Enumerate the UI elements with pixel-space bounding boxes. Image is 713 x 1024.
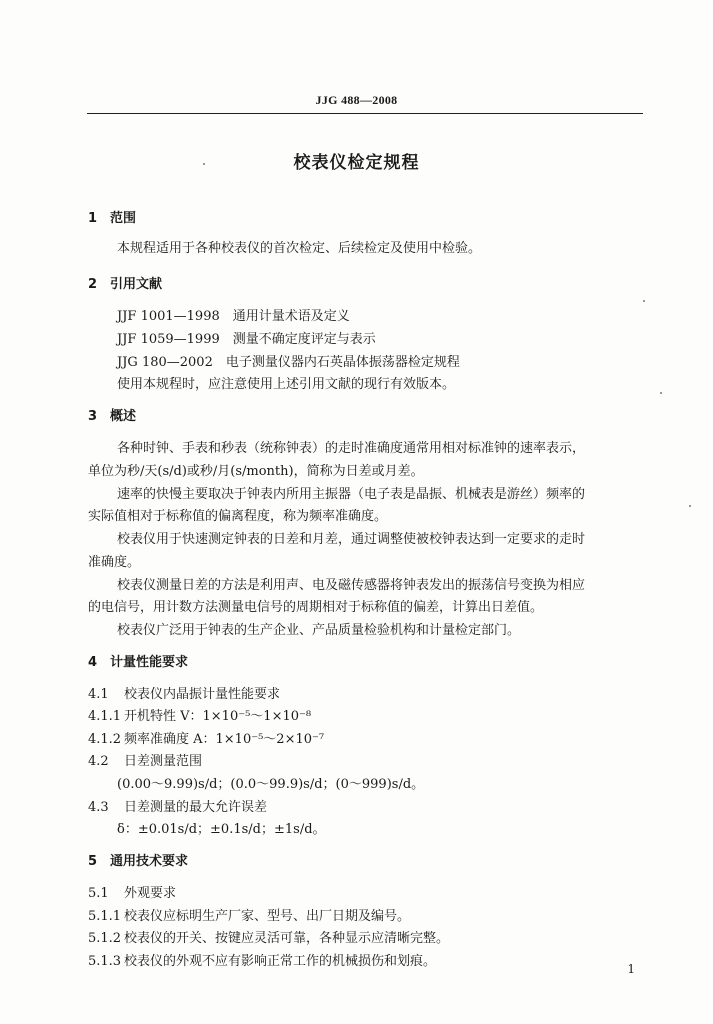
clause-text: 校表仪的外观不应有影响正常工作的机械损伤和划痕。: [124, 954, 437, 969]
paragraph-line: 校表仪用于快速测定钟表的日差和月差，通过调整使被校钟表达到一定要求的走时: [117, 532, 586, 547]
section-title: 引用文献: [110, 277, 163, 292]
clause-4-3: [88, 796, 267, 815]
scan-speck: [689, 505, 691, 507]
clause-number: 4.2: [88, 754, 109, 769]
section-number: 2: [88, 277, 98, 292]
clause-number: 4.1.2: [88, 732, 122, 747]
section-3-heading: [88, 405, 136, 424]
section-4-heading: [88, 651, 188, 670]
paragraph-line: 各种时钟、手表和秒表（统称钟表）的走时准确度通常用相对标准钟的速率表示，: [117, 441, 586, 456]
max-permissible-error-values: δ：±0.01s/d；±0.1s/d；±1s/d。: [117, 822, 326, 837]
reference-item: JJF 1059—1999 测量不确定度评定与表示: [117, 332, 376, 347]
clause-5-1-2: [88, 927, 449, 946]
clause-text: 频率准确度 A：1×10⁻⁵～2×10⁻⁷: [124, 732, 325, 747]
section-title: 概述: [110, 409, 137, 424]
clause-5-1: [88, 882, 176, 901]
clause-text: 校表仪的开关、按键应灵活可靠，各种显示应清晰完整。: [124, 931, 450, 946]
clause-text: 日差测量范围: [124, 754, 203, 769]
paragraph-line: 校表仪广泛用于钟表的生产企业、产品质量检验机构和计量检定部门。: [117, 623, 521, 638]
clause-text: 校表仪内晶振计量性能要求: [124, 687, 281, 702]
paragraph: 本规程适用于各种校表仪的首次检定、后续检定及使用中检验。: [117, 241, 482, 256]
paragraph-line: 速率的快慢主要取决于钟表内所用主振器（电子表是晶振、机械表是游丝）频率的: [117, 487, 586, 502]
clause-4-2: [88, 750, 202, 769]
paragraph-line: 单位为秒/天(s/d)或秒/月(s/month)，简称为日差或月差。: [88, 464, 424, 479]
paragraph-line: 实际值相对于标称值的偏离程度，称为频率准确度。: [88, 509, 388, 524]
clause-text: 校表仪应标明生产厂家、型号、出厂日期及编号。: [124, 909, 411, 924]
clause-number: 5.1.3: [88, 954, 122, 969]
paragraph-line: 的电信号，用计数方法测量电信号的周期相对于标称值的偏差，计算出日差值。: [88, 600, 544, 615]
paragraph-line: 校表仪测量日差的方法是利用声、电及磁传感器将钟表发出的振荡信号变换为相应: [117, 578, 586, 593]
section-title: 通用技术要求: [110, 854, 189, 869]
clause-text: 外观要求: [124, 886, 177, 901]
clause-4-1: [88, 683, 280, 702]
clause-number: 4.3: [88, 800, 109, 815]
clause-5-1-3: [88, 950, 436, 969]
document-code-header: JJG 488—2008: [315, 93, 398, 107]
section-number: 4: [88, 655, 98, 670]
section-title: 计量性能要求: [110, 655, 189, 670]
section-2-heading: [88, 273, 162, 292]
clause-text: 开机特性 V：1×10⁻⁵～1×10⁻⁸: [124, 709, 312, 724]
page-number: 1: [627, 962, 635, 976]
clause-number: 5.1: [88, 886, 109, 901]
page-title: 校表仪检定规程: [293, 153, 420, 173]
section-number: 5: [88, 854, 98, 869]
clause-5-1-1: [88, 905, 410, 924]
section-title: 范围: [110, 211, 137, 226]
section-number: 3: [88, 409, 98, 424]
header-rule: [87, 113, 643, 114]
paragraph-line: 准确度。: [88, 555, 141, 570]
measurement-range-values: (0.00～9.99)s/d；(0.0～99.9)s/d；(0～999)s/d。: [117, 777, 425, 792]
section-1-heading: [88, 207, 136, 226]
clause-text: 日差测量的最大允许误差: [124, 800, 268, 815]
reference-item: JJG 180—2002 电子测量仪器内石英晶体振荡器检定规程: [117, 355, 460, 370]
clause-number: 4.1: [88, 687, 109, 702]
scan-speck: [203, 163, 205, 165]
clause-number: 5.1.2: [88, 931, 122, 946]
paragraph: 使用本规程时，应注意使用上述引用文献的现行有效版本。: [117, 377, 456, 392]
clause-number: 5.1.1: [88, 909, 122, 924]
scan-speck: [643, 300, 645, 302]
section-5-heading: [88, 850, 188, 869]
clause-number: 4.1.1: [88, 709, 122, 724]
section-number: 1: [88, 211, 98, 226]
clause-4-1-1: [88, 705, 311, 724]
reference-item: JJF 1001—1998 通用计量术语及定义: [117, 309, 350, 324]
scan-speck: [660, 392, 662, 394]
clause-4-1-2: [88, 728, 324, 747]
